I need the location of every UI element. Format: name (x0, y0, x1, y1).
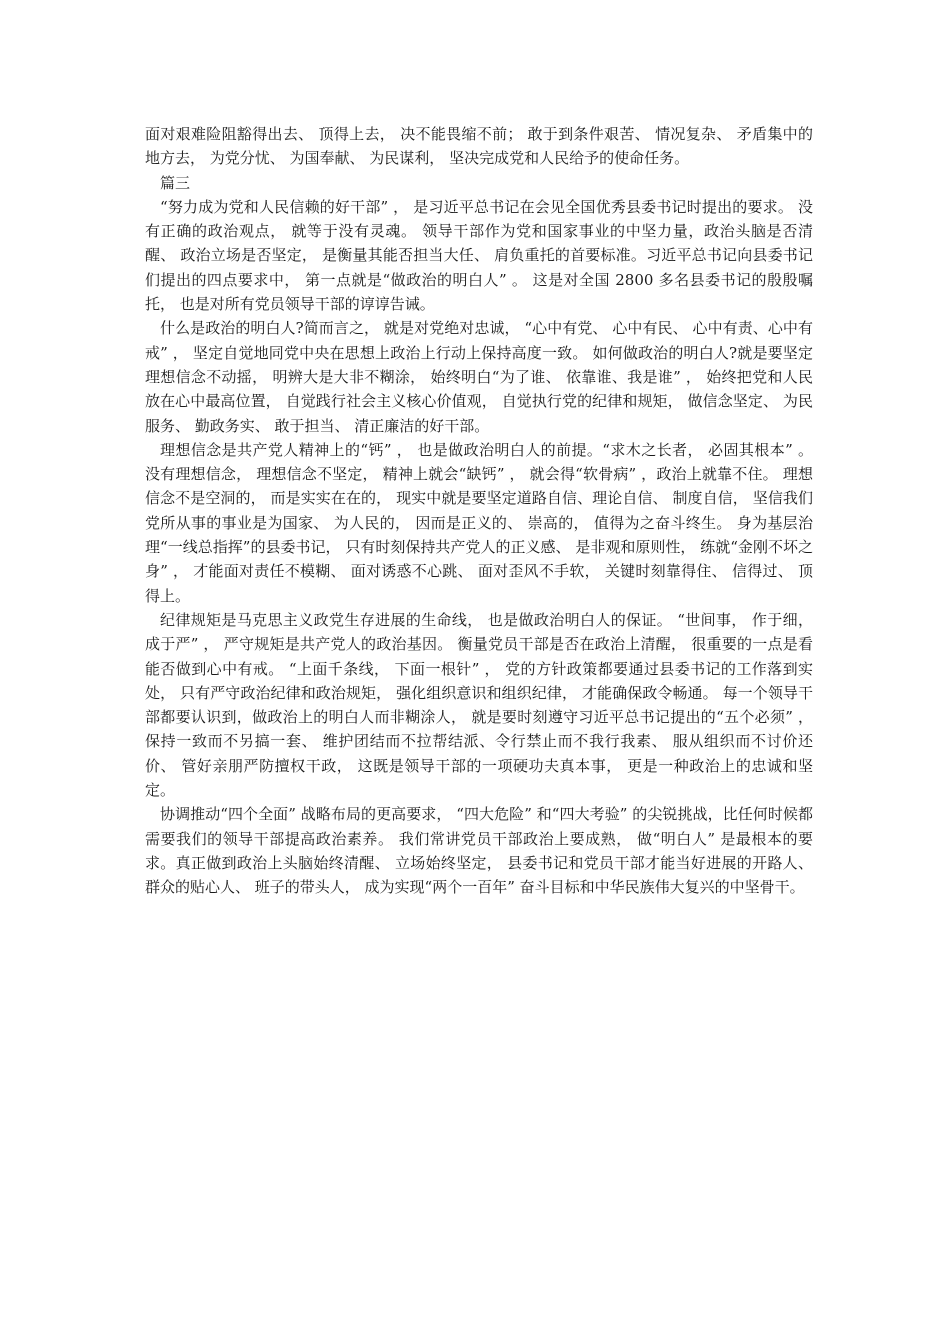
body-paragraph-4: 纪律规矩是马克思主义政党生存进展的生命线， 也是做政治明白人的保证。 “世间事， 作于细， 成于严” ， 严守规矩是共产党人的政治基因。 衡量党员干部是否在政治上清醒， 很重要的一点是看能否做到心中有戒。 “上面千条线， 下面一根针” ， 党的方针政策都要通过县委书记的工作落到实处， 只有严守政治纪律和政治规矩， 强化组织意识和组织纪律， 才能确保政令畅通。 每一个领导干部都要认识到，做政治上的明白人而非糊涂人， 就是要时刻遵守习近平总书记提出的“五个必须” ， 保持一致而不另搞一套、 维护团结而不拉帮结派、令行禁止而不我行我素、 服从组织而不讨价还价、 管好亲朋严防擅权干政， 这既是领导干部的一项硬功夫真本事， 更是一种政治上的忠诚和坚定。 (145, 610, 813, 800)
body-paragraph-1: “努力成为党和人民信赖的好干部” ， 是习近平总书记在会见全国优秀县委书记时提出的要求。 没有正确的政治观点， 就等于没有灵魂。 领导干部作为党和国家事业的中坚力量，政治头脑是否清醒、 政治立场是否坚定， 是衡量其能否担当大任、 肩负重托的首要标准。习近平总书记向县委书记们提出的四点要求中， 第一点就是“做政治的明白人” 。 这是对全国 2800 多名县委书记的殷殷嘱托， 也是对所有党员领导干部的谆谆告诫。 (145, 197, 813, 314)
document-page (145, 122, 813, 900)
intro-paragraph: 面对艰难险阻豁得出去、 顶得上去， 决不能畏缩不前； 敢于到条件艰苦、 情况复杂、 矛盾集中的地方去， 为党分忧、 为国奉献、 为民谋利， 坚决完成党和人民给予的使命任务。 (145, 125, 813, 168)
body-paragraph-2: 什么是政治的明白人?简而言之， 就是对党绝对忠诚， “心中有党、 心中有民、 心中有责、心中有戒” ， 坚定自觉地同党中央在思想上政治上行动上保持高度一致。 如何做政治的明白人?就是要坚定理想信念不动摇， 明辨大是大非不糊涂， 始终明白“为了谁、 依靠谁、我是谁” ， 始终把党和人民放在心中最高位置， 自觉践行社会主义核心价值观， 自觉执行党的纪律和规矩， 做信念坚定、 为民服务、 勤政务实、 敢于担当、 清正廉洁的好干部。 (145, 319, 813, 435)
body-paragraph-3: 理想信念是共产党人精神上的“钙” ， 也是做政治明白人的前提。“求木之长者， 必固其根本” 。 没有理想信念， 理想信念不坚定， 精神上就会“缺钙” ， 就会得“软骨病” ，政治上就靠不住。 理想信念不是空洞的， 而是实实在在的， 现实中就是要坚定道路自信、理论自信、 制度自信， 坚信我们党所从事的事业是为国家、 为人民的， 因而是正义的、 崇高的， 值得为之奋斗终生。 身为基层治理“一线总指挥”的县委书记， 只有时刻保持共产党人的正义感、 是非观和原则性， 练就“金刚不坏之身” ， 才能面对责任不模糊、 面对诱惑不心跳、 面对歪风不手软， 关键时刻靠得住、 信得过、 顶得上。 (145, 440, 813, 605)
section-heading: 篇三 (160, 173, 191, 192)
body-paragraph-5: 协调推动“四个全面” 战略布局的更高要求， “四大危险” 和“四大考验” 的尖锐挑战，比任何时候都需要我们的领导干部提高政治素养。 我们常讲党员干部政治上要成熟， 做“明白人” 是最根本的要求。真正做到政治上头脑始终清醒、 立场始终坚定， 县委书记和党员干部才能当好进展的开路人、 群众的贴心人、 班子的带头人， 成为实现“两个一百年” 奋斗目标和中华民族伟大复兴的中坚骨干。 (145, 805, 813, 897)
